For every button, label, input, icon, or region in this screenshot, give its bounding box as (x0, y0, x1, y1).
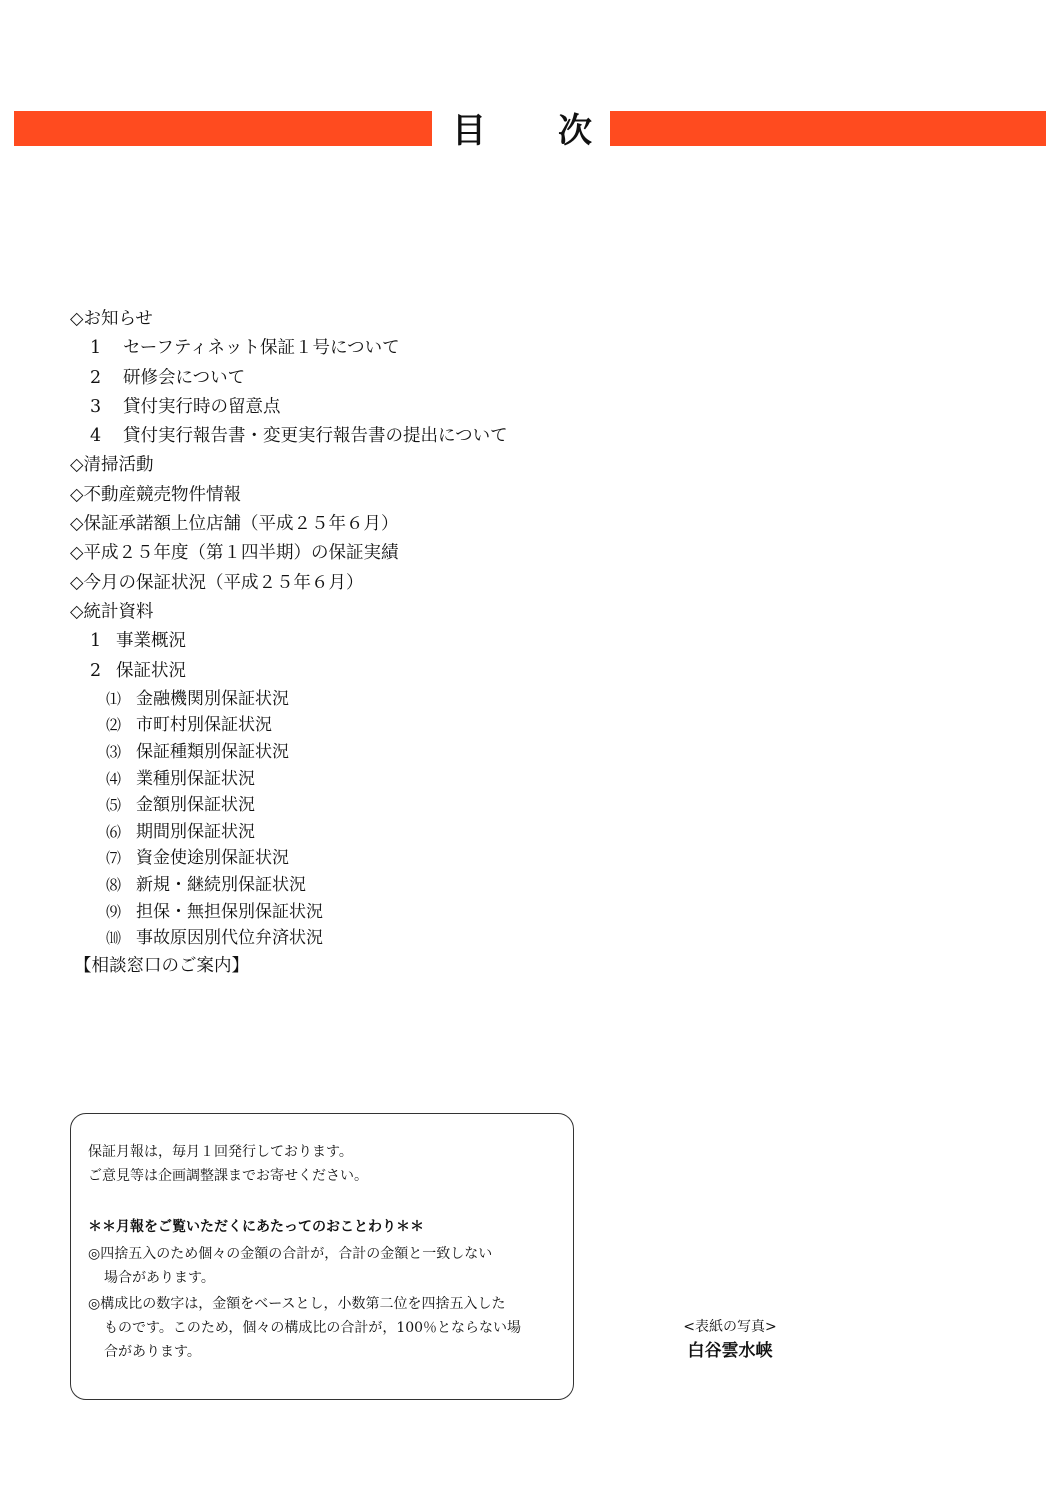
toc-item-text: ◇保証承諾額上位店舗（平成２５年６月） (70, 514, 399, 535)
page-title-char-1: 目 (452, 110, 486, 151)
notice-box (70, 1113, 574, 1400)
page-title (432, 104, 610, 150)
toc-sec-row (70, 539, 770, 568)
toc-sec-row (70, 569, 770, 598)
toc-sub-row (70, 792, 770, 819)
toc-item-text: 事業概況 (116, 631, 186, 652)
toc-item-number: ⑽ (106, 929, 122, 948)
toc-item-text: 業種別保証状況 (136, 768, 255, 789)
toc-sub-row (70, 872, 770, 899)
toc-sub-row (70, 925, 770, 952)
cover-photo-caption (655, 1316, 805, 1364)
notice-note-2 (88, 1292, 559, 1364)
toc-sub-row (70, 739, 770, 766)
toc-item-text: 金額別保証状況 (136, 795, 255, 816)
toc-item-text: ◇清掃活動 (70, 455, 154, 476)
toc-item-number: ⑻ (106, 876, 122, 895)
cover-photo-label: <表紙の写真> (683, 1319, 777, 1335)
notice-note-1-line-2: 場合があります。 (104, 1270, 215, 1286)
toc-sub-row (70, 899, 770, 926)
toc-item-text: 研修会について (123, 367, 246, 388)
toc-sitem-row (70, 657, 770, 686)
toc-sub-row (70, 686, 770, 713)
toc-item-number: ⑴ (106, 689, 122, 708)
toc-item-text: 【相談窓口のご案内】 (74, 955, 249, 976)
toc-sub-row (70, 819, 770, 846)
toc-item-number: 4 (90, 426, 102, 447)
notice-note-2-line-1: ◎構成比の数字は，金額をベースとし，小数第二位を四捨五入した (88, 1296, 506, 1312)
toc-item-number: ⑺ (106, 849, 122, 868)
toc-foot-row (70, 952, 770, 981)
page-title-char-2: 次 (558, 110, 592, 151)
toc-item-text: ◇統計資料 (70, 601, 154, 622)
toc-item-text: 期間別保証状況 (136, 821, 255, 842)
toc-item-text: ◇不動産競売物件情報 (70, 484, 241, 505)
toc-item-text: 保証種類別保証状況 (136, 742, 289, 763)
toc-item-number: ⑹ (106, 822, 122, 841)
toc-sub-row (70, 845, 770, 872)
toc-item-text: 担保・無担保別保証状況 (136, 901, 323, 922)
notice-note-1-line-1: ◎四捨五入のため個々の金額の合計が，合計の金額と一致しない (88, 1246, 493, 1262)
toc-item-text: セーフティネット保証１号について (123, 338, 400, 359)
toc-item-row (70, 364, 770, 393)
notice-note-1 (88, 1242, 559, 1290)
toc-item-number: ⑷ (106, 769, 122, 788)
toc-item-text: 新規・継続別保証状況 (136, 875, 306, 896)
toc-item-text: ◇お知らせ (70, 309, 153, 329)
toc-sitem-row (70, 627, 770, 656)
toc-item-number: 3 (90, 396, 102, 417)
toc-sec-row (70, 305, 770, 334)
cover-photo-place: 白谷雲水峡 (687, 1341, 773, 1361)
toc-item-text: 貸付実行時の留意点 (123, 396, 281, 417)
notice-note-2-line-2: ものです。このため，個々の構成比の合計が，100％とならない場 (104, 1320, 522, 1336)
toc-item-number: 1 (90, 631, 102, 652)
toc-item-number: 1 (90, 338, 102, 359)
toc-sec-row (70, 598, 770, 627)
notice-line-2: ご意見等は企画調整課までお寄せください。 (88, 1168, 368, 1184)
notice-line-1: 保証月報は，毎月１回発行しております。 (88, 1144, 353, 1160)
toc-item-number: ⑸ (106, 796, 122, 815)
toc-item-text: ◇今月の保証状況（平成２５年６月） (70, 572, 364, 593)
toc-sec-row (70, 510, 770, 539)
toc-item-text: 事故原因別代位弁済状況 (136, 928, 323, 949)
toc-item-text: 貸付実行報告書・変更実行報告書の提出について (123, 426, 508, 447)
toc-item-number: ⑵ (106, 716, 122, 735)
toc-sec-row (70, 451, 770, 480)
toc-item-text: 保証状況 (116, 660, 186, 681)
toc-sub-row (70, 766, 770, 793)
toc-item-row (70, 393, 770, 422)
toc-item-text: 金融機関別保証状況 (136, 688, 289, 709)
header-bar-right (610, 111, 1046, 146)
notice-note-2-line-3: 合があります。 (104, 1344, 201, 1360)
toc-item-text: 資金使途別保証状況 (136, 848, 289, 869)
toc-item-number: 2 (90, 367, 102, 388)
toc-sec-row (70, 481, 770, 510)
toc-item-text: ◇平成２５年度（第１四半期）の保証実績 (70, 543, 399, 564)
toc-sub-row (70, 712, 770, 739)
toc-item-number: ⑶ (106, 743, 122, 762)
notice-heading: ＊＊月報をご覧いただくにあたってのおことわり＊＊ (88, 1219, 424, 1235)
toc-item-text: 市町村別保証状況 (136, 715, 272, 736)
header-bar-left (14, 111, 432, 146)
toc-item-number: ⑼ (106, 902, 122, 921)
toc-item-number: 2 (90, 660, 102, 681)
toc-item-row (70, 334, 770, 363)
notice-gap (88, 1188, 559, 1214)
toc-item-row (70, 422, 770, 451)
table-of-contents (70, 305, 770, 981)
